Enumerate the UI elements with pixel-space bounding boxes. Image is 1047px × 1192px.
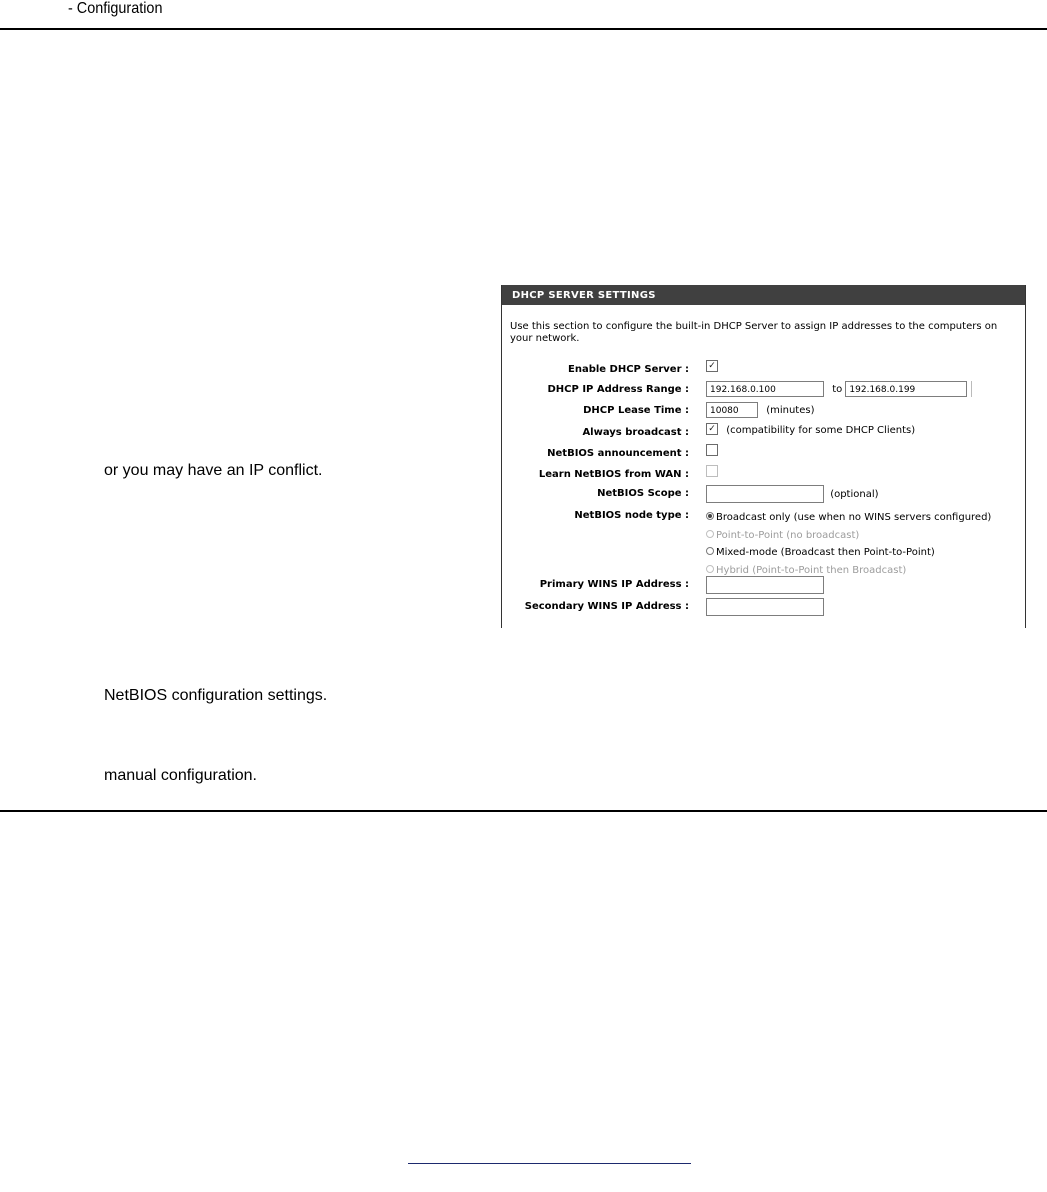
netbios-scope-input[interactable] — [706, 485, 824, 503]
radio-point-to-point[interactable] — [706, 530, 714, 538]
primary-wins-input[interactable] — [706, 576, 824, 594]
page-header-title: - Configuration — [68, 0, 163, 17]
row-lease-time — [502, 402, 1027, 422]
footer-divider — [0, 810, 1047, 812]
lease-time-label: DHCP Lease Time : — [583, 405, 689, 416]
ip-range-to-label: to — [832, 383, 843, 395]
netbios-scope-note: (optional) — [830, 488, 879, 500]
enable-dhcp-checkbox[interactable]: ✓ — [706, 360, 718, 372]
row-learn-netbios — [502, 466, 1027, 486]
lease-time-unit: (minutes) — [766, 404, 815, 416]
node-type-option-point-to-point[interactable]: Point-to-Point (no broadcast) — [706, 527, 991, 545]
always-broadcast-label: Always broadcast : — [582, 427, 689, 438]
radio-mixed[interactable] — [706, 547, 714, 555]
row-netbios-node-type — [502, 507, 1027, 577]
netbios-announcement-checkbox[interactable] — [706, 444, 718, 456]
ip-range-end-input[interactable]: 192.168.0.199 — [845, 381, 967, 397]
ip-range-start-input[interactable]: 192.168.0.100 — [706, 381, 824, 397]
ip-range-label: DHCP IP Address Range : — [547, 384, 689, 395]
row-ip-range — [502, 381, 1027, 401]
learn-netbios-label: Learn NetBIOS from WAN : — [538, 469, 689, 480]
panel-title: DHCP SERVER SETTINGS — [502, 285, 1025, 305]
header-divider — [0, 28, 1047, 30]
row-netbios-scope — [502, 485, 1027, 505]
netbios-announcement-label: NetBIOS announcement : — [547, 448, 689, 459]
row-secondary-wins — [502, 598, 1027, 618]
netbios-scope-label: NetBIOS Scope : — [597, 488, 689, 499]
body-text-ip-conflict: or you may have an IP conflict. — [104, 462, 323, 479]
lease-time-input[interactable]: 10080 — [706, 402, 758, 418]
body-text-netbios-settings: NetBIOS configuration settings. — [104, 687, 328, 704]
node-type-option-broadcast[interactable]: Broadcast only (use when no WINS servers configured) — [706, 509, 991, 527]
learn-netbios-checkbox[interactable] — [706, 465, 718, 477]
row-enable-dhcp — [502, 361, 1027, 381]
radio-broadcast[interactable] — [706, 512, 714, 520]
enable-dhcp-label: Enable DHCP Server : — [568, 364, 689, 375]
ip-range-divider — [971, 381, 972, 397]
node-type-option-mixed[interactable]: Mixed-mode (Broadcast then Point-to-Point) — [706, 544, 991, 562]
radio-hybrid[interactable] — [706, 565, 714, 573]
secondary-wins-input[interactable] — [706, 598, 824, 616]
panel-description: Use this section to configure the built-in DHCP Server to assign IP addresses to the computers on your network. — [510, 321, 998, 344]
row-always-broadcast — [502, 424, 1027, 444]
body-text-manual-configuration: manual configuration. — [104, 767, 257, 784]
footer-underline — [408, 1163, 691, 1164]
primary-wins-label: Primary WINS IP Address : — [539, 579, 689, 590]
always-broadcast-checkbox[interactable]: ✓ — [706, 423, 718, 435]
secondary-wins-label: Secondary WINS IP Address : — [524, 601, 689, 612]
dhcp-server-settings-panel — [501, 285, 1026, 628]
netbios-node-type-label: NetBIOS node type : — [574, 510, 689, 521]
row-netbios-announcement — [502, 445, 1027, 465]
node-type-option-hybrid[interactable]: Hybrid (Point-to-Point then Broadcast) — [706, 562, 991, 580]
row-primary-wins — [502, 576, 1027, 596]
always-broadcast-note: (compatibility for some DHCP Clients) — [726, 424, 916, 436]
